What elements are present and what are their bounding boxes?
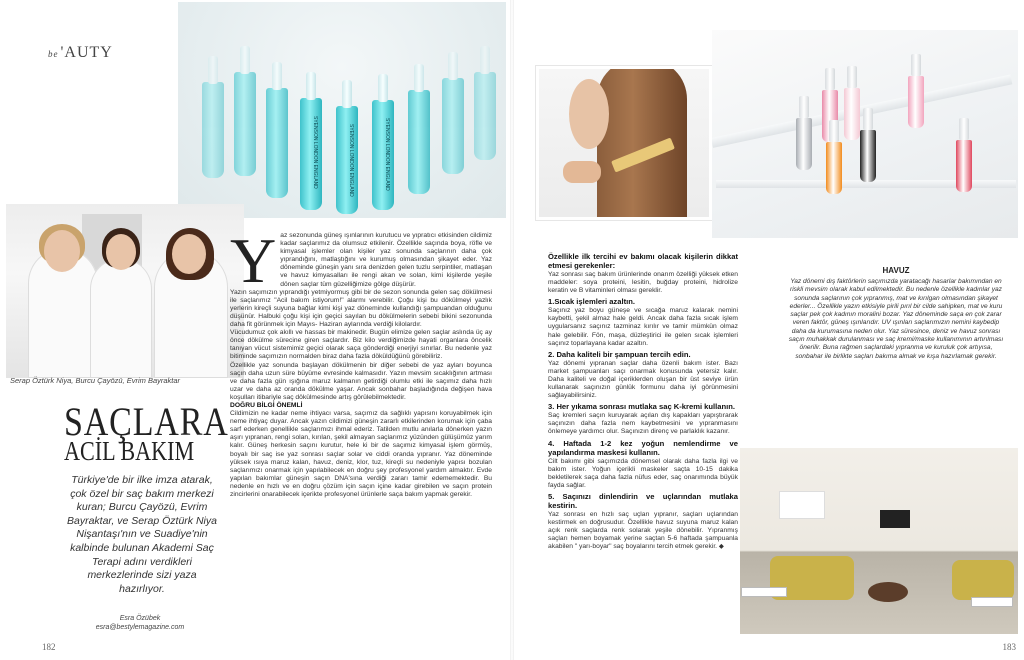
side-table (742, 588, 786, 596)
section-heading: 2. Daha kaliteli bir şampuan tercih edin. (548, 349, 691, 359)
paragraph: Saç kremleri saçın kuruyarak açılan dış kapakları yapıştırarak saçınızın daha fazla nem kaybetmesini ve yıpranmasını önlemeye yardımcı olur. Saçınızın direnç ve parlaklık kazanır. (548, 412, 738, 436)
ampoule: SYENSON LONDON ENGLAND (372, 100, 394, 210)
ampoule (234, 72, 256, 176)
article-intro: Türkiye'de bir ilke imza atarak, çok özel bir saç bakım merkezi kuran; Burcu Çayözü, Evrim Bayraktar, ve Serap Öztürk Niya Nişantaşı'nın ve Suadiye'nin kalbinde bulunan Akademi Saç Terapi adını verdikleri merkezlerinde sizi yaza hazırlıyor. (67, 474, 217, 595)
test-tube (956, 140, 972, 192)
paragraph: Saçınız yaz boyu güneşe ve sıcağa maruz kalarak nemini kaybetti, şekil almaz hale geldi. Ancak daha fazla sıcak işlem uygularsanız saçınız tazminaz kırılır ve tamir mümkün olmaz hale gelebilir. Fön, maşa, düzleştirici ile gelen sıcak işlemleri saçınız toparlayana kadar azaltın. (548, 307, 738, 347)
tv-screen (880, 510, 910, 528)
ampoules-photo (178, 2, 506, 218)
paragraph: az sezonunda güneş ışınlarının kurutucu ve yıpratıcı etkisinden cildimiz kadar saçlarımız da olumsuz etkilenir. Özellikle saçında boya, röfle ve kimyasal işlemler olan kişiler yaz sonunda saçlarının daha çok yıprandığını, matlaştığını ve kurumuş olmasından şikayet eder. Yaz döneminde güneşin yanı sıra denizden gelen tuzlu serpintiler, matlaşan ve havuz kimyasalları ile rengi akan ve solan, kimi kişilerde yeşile dönen saçlar tüm güzelliğimize gölge düşürür. (280, 232, 492, 288)
hair-shape (597, 66, 687, 220)
page-gutter (510, 0, 514, 660)
sofa (952, 560, 1014, 600)
author-name: Esra Özübek (119, 615, 161, 622)
article-column-2 (548, 250, 738, 551)
test-tube (844, 88, 860, 140)
team-caption: Serap Öztürk Niya, Burcu Çayözü, Evrim Bayraktar (10, 376, 181, 385)
paragraph: Yazın saçımızın yıprandığı yetmiyormuş gibi bir de sezon sonunda gelen saç dökülmesi ile saçlarımız "Acil bakım istiyorum!" alarmı verebilir. Çoğu kişi bu dökülmeyi yazlık yerlerin kireçli suyuna bağlar kimi kişi yaz döneminde kullandığı şampuandan olduğunu düşünür. Halbuki çoğu kişi için geçici sayılan bu dökülmelerin sebebi bikini sezonunda daha fit görünmek için Mayıs- Haziran aylarında verdiği kilolardır. (230, 288, 492, 329)
face-shape (569, 79, 609, 149)
ampoule: SYENSON LONDON ENGLAND (336, 106, 358, 214)
team-photo (6, 204, 244, 378)
article-column-1 (230, 225, 492, 499)
author-credit (88, 614, 192, 632)
ampoule (474, 72, 496, 160)
face (106, 234, 136, 270)
comb-hair-photo (536, 66, 712, 220)
paragraph: Cildimizin ne kadar neme ihtiyacı varsa, saçımız da sağlıklı yapısını koruyabilmek için neme ihtiyaç duyar. Ancak yazın cildimizi güneşin zararlı etkilerinden korumak için çaba sarf ederken genellikle saçlarımızı ihmal ederiz. Tatilden mutlu anılarla dönerken yazın aşırı yıpranan, rengi solan, kırılan, şekil almayan saçlarımız yüzünden gülüşümüz yarım kalır. Güneş herkesin saçını kurutur, hele ki bir de saçımız kimyasal işlem görmüş, boyalı bir saç ise yaz sonrası saçlar solar ve ciddi oranda yıpranır. Yaz döneminde yüksek ısıya maruz kalan, havuz, deniz, klor, tuz, kireçli su nedeniyle yapısı bozulan saçlarımızı onarmak için yapılabilecek en doğru şey profesyonel yardım almaktır. Evde yapılan bakımlar güneşin saçın DNA'sına verdiği zararı tamir edememektedir. Bu nedenle en hızlı ve en doğru çözüm için saçın içine kadar girebilen ve saçın protein zincirlerini onarabilecek içerikte profesyonel ürünlerle saça bakım yapmak gerekir. (230, 410, 492, 498)
section-heading: Özellikle ilk tercihi ev bakımı olacak kişilerin dikkat etmesi gerekenler: (548, 252, 738, 270)
havuz-sidebar (780, 266, 1012, 456)
magazine-logo: be 'AUTY (48, 44, 113, 61)
paragraph: Yaz sonrası en hızlı saç uçları yıpranır, saçları uçlarından kestirmek en doğrusudur. Özellikle havuz suyuna maruz kalan açık renk saçlarda renk solarak yeşile dönebilir. Yıpranmış saçları hemen boyamak yerine saçtan 5-6 haftada şampuanla akabilen " yarı-boyar" saç boyalarını tercih etmek gerekir. ◆ (548, 510, 738, 551)
face (44, 230, 80, 272)
ampoule (202, 82, 224, 178)
face (172, 234, 206, 274)
sidebar-title: HAVUZ (882, 266, 910, 275)
article-title-line2: ACİL BAKIM (64, 436, 195, 466)
page-number-left: 182 (42, 642, 56, 652)
salon-lounge-photo (740, 448, 1018, 634)
ampoule (408, 90, 430, 194)
article-title-line1: SAÇLARA (64, 399, 229, 444)
author-email: esra@bestylemagazine.com (95, 624, 185, 631)
test-tube (908, 76, 924, 128)
page-number-right: 183 (1002, 642, 1016, 652)
test-tube (826, 142, 842, 194)
test-tube (860, 130, 876, 182)
test-tube (796, 118, 812, 170)
sidebar-text: Yaz dönemi dış faktörlerin saçımızda yaratacağı hasarlar bakımından en riskli mevsim olarak kabul edilmektedir. Bu nedenle özellikle kadınlar yaz sonunda saçlarının çok yıpranmış, mat ve kırılgan olmasından şikayet ederler... Özellikle yazın etkisiyle pirili pırıl bir cilde sahipken, mat ve kuru saçlar pek çok kadının moralini bozar. Yaz döneminde saça en çok zarar veren faktör, güneş ışınlarıdır. UV ışınları saçlarımızın nemini kaybedip daha da kurumasına neden olur. Yaz süresince, deniz ve havuz sonrası saçın muhakkak durulanması ve saç kremi/maske kullanımının artırılması önerilir. Buna rağmen saçlardaki yıpranma ve kuruluk çok artıyısa, sonbahar ile birlikte saçları bakıma almak ve kışa hazırlamak gerekir. (788, 278, 1004, 360)
test-tubes-photo (712, 30, 1018, 238)
section-heading: 4. Haftada 1-2 kez yoğun nemlendirme ve yapılandırma maskesi kullanın. (548, 438, 738, 457)
section-heading: 3. Her yıkama sonrası mutlaka saç K-kremi kullanın. (548, 402, 735, 412)
paragraph: Yaz dönemi yıpranan saçlar daha özenli bakım ister. Bazı market şampuanları saçı onarmak konusunda yetersiz kalır. Daha kaliteli ve doğal içeriklerden oluşan bir üst seviye ürün kullanarak saçınızın günlük formunu daha iyi görünmesini sağlayabilirsiniz. (548, 359, 738, 400)
paragraph: Vücudumuz çok akıllı ve hassas bir makinedir. Bugün elimize gelen saçlar aslında üç ay önce dökülme sürecine giren saçlardır. Biz kilo verdiğimizde hayati organlara öncelik tanıyan vücut sistemimiz geçici olarak saça gönderdiği enerjiyi sınırlar. Bu nedenle yaz bitiminde saçımızın normalden biraz daha fazla döküldüğünü görebiliriz. (230, 329, 492, 361)
section-heading: 1.Sıcak işlemleri azaltın. (548, 297, 635, 307)
side-table (972, 598, 1012, 606)
ampoule: SYENSON LONDON ENGLAND (300, 98, 322, 210)
paragraph: Yaz sonrası saç bakım ürünlerinde onarım özelliği yüksek etken maddeler: soya proteini, lesitin, buğday proteini, hidrolize keratin ve B vitaminleri olması gereklir. (548, 271, 738, 295)
person (90, 258, 152, 378)
paragraph: Cilt bakımı gibi saçımızda dönemsel olarak daha fazla ilgi ve bakım ister. Yoğun içerikli maskeler saçta 10-15 dakika bekletilerek saça daha fazla nüfus eder, saç onarımında büyük fayda sağlar. (548, 457, 738, 489)
hand-shape (563, 161, 601, 183)
wall-art (780, 492, 824, 518)
paragraph: Özellikle yaz sonunda başlayan dökülmenin bir diğer sebebi de yaz ayları boyunca saçın daha uzun süre büyüme evresinde kalmasıdır. Yazın mevsim sıcaklığının artması ve daha fazla gün ışığına maruz kalmanın getirdiği olumlu etki ile saçımız daha hızlı uzar ve daha az oranda dökülme yaşar. Ancak sonbahar başladığında değişen hava koşulları itibariyle saç dökülmesinde artış görülebilmektedir. (230, 361, 492, 401)
ampoule (266, 88, 288, 198)
section-heading: 5. Saçınızı dinlendirin ve uçlarından mutlaka kestirin. (548, 491, 738, 510)
coffee-table (868, 582, 908, 602)
section-heading: DOĞRU BİLGİ ÖNEMLİ (230, 401, 303, 409)
ampoule (442, 78, 464, 174)
drop-cap: Y (230, 225, 277, 296)
